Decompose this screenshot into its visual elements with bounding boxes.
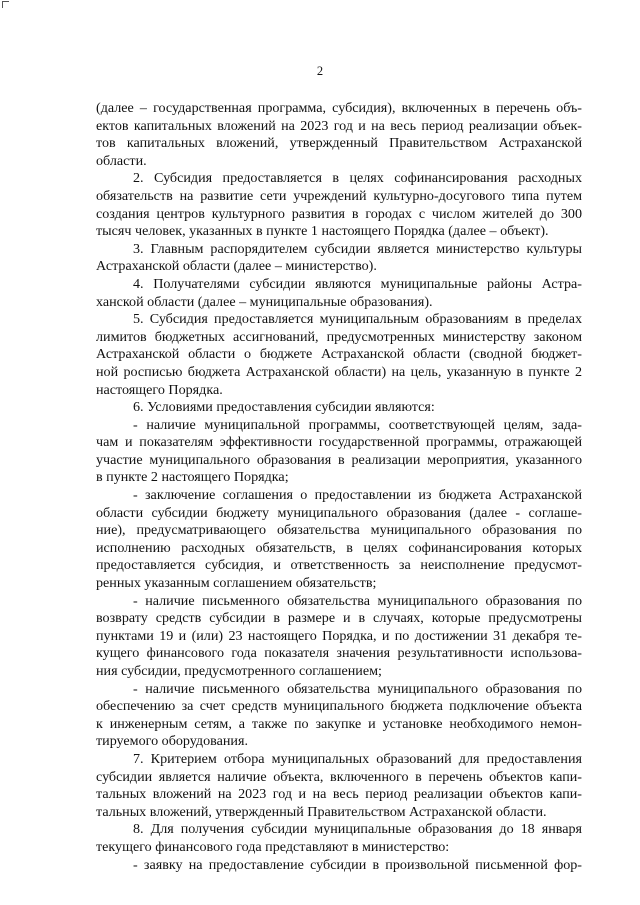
text-line: субсидии является наличие объекта, включенного в перечень объектов капи-	[96, 768, 582, 785]
text-line: обязательств на развитие сети учреждений культурно-досугового типа путем	[96, 187, 582, 204]
text-line: ектов капитальных вложений на 2023 год и на весь период реализации объек-	[96, 117, 582, 134]
text-line: ния субсидии, предусмотренного соглашением;	[96, 663, 382, 679]
text-line: ной росписью бюджета Астраханской области) на цель, указанную в пункте 2	[96, 363, 582, 380]
text-line: ренных указанным соглашением обязательств;	[96, 575, 377, 592]
text-line: 6. Условиями предоставления субсидии являются:	[133, 399, 435, 416]
text-line: тысяч человек, указанных в пункте 1 настоящего Порядка (далее – объект).	[96, 223, 549, 240]
scan-corner-mark	[2, 1, 9, 8]
text-line: ние), предусматривающего обязательства муниципального образования по	[96, 522, 582, 539]
text-line: к инженерным сетям, а также по закупке и установке необходимого немон-	[96, 715, 582, 732]
text-line: ханской области (далее – муниципальные образования).	[96, 293, 433, 310]
text-line: области субсидии бюджету муниципального образования (далее - соглаше-	[96, 504, 582, 521]
text-line: тальных вложений на 2023 год и на весь период реализации объектов капи-	[96, 786, 582, 803]
text-line: Астраханской области о бюджете Астраханской области (сводной бюджет-	[96, 346, 582, 363]
text-line: - наличие письменного обязательства муниципального образования по	[133, 680, 582, 697]
text-line: тируемого оборудования.	[96, 733, 248, 750]
text-line: настоящего Порядка.	[96, 381, 223, 398]
text-line: - заключение соглашения о предоставлении из бюджета Астраханской	[133, 487, 582, 504]
text-line: тальных вложений, утвержденный Правительством Астраханской области.	[96, 803, 547, 820]
text-line: 8. Для получения субсидии муниципальные образования до 18 января	[133, 821, 582, 838]
page-number: 2	[316, 64, 324, 78]
text-line: Астраханской области (далее – министерство).	[96, 258, 377, 275]
text-line: 2. Субсидия предоставляется в целях софинансирования расходных	[133, 170, 582, 187]
text-line: 5. Субсидия предоставляется муниципальным образованиям в пределах	[133, 311, 582, 328]
text-line: пунктами 19 и (или) 23 настоящего Порядка, и по достижении 31 декабря те-	[96, 627, 582, 644]
text-line: участие муниципального образования в реализации мероприятия, указанного	[96, 451, 582, 468]
text-line: возврату средств субсидии в размере и в случаях, которые предусмотрены	[96, 610, 582, 627]
text-line: чам и показателям эффективности государственной программы, отражающей	[96, 434, 582, 451]
text-line: - заявку на предоставление субсидии в произвольной письменной фор-	[133, 856, 582, 873]
text-line: - наличие муниципальной программы, соответствующей целям, зада-	[133, 416, 582, 433]
text-line: лимитов бюджетных ассигнований, предусмотренных министерству законом	[96, 328, 582, 345]
text-line: исполнению расходных обязательств, в целях софинансирования которых	[96, 539, 582, 556]
text-line: тов капитальных вложений, утвержденный Правительством Астраханской	[96, 135, 582, 152]
text-line: создания центров культурного развития в городах с числом жителей до 300	[96, 205, 582, 222]
text-line: текущего финансового года представляют в министерство:	[96, 838, 450, 855]
document-body-text	[96, 100, 582, 874]
text-line: области.	[96, 152, 147, 169]
text-line: обеспечению за счет средств муниципального бюджета подключение объекта	[96, 698, 582, 715]
text-line: кущего финансового года показателя значения результативности использова-	[96, 645, 582, 662]
text-line: 7. Критерием отбора муниципальных образований для предоставления	[133, 750, 582, 767]
text-line: в пункте 2 настоящего Порядка;	[96, 469, 289, 486]
text-line: 4. Получателями субсидии являются муниципальные районы Астра-	[133, 275, 582, 292]
text-line: (далее – государственная программа, субсидия), включенных в перечень объ-	[96, 100, 582, 116]
text-line: предоставляется субсидия, и ответственность за неисполнение предусмот-	[96, 557, 582, 574]
text-line: 3. Главным распорядителем субсидии является министерство культуры	[133, 240, 582, 257]
text-line: - наличие письменного обязательства муниципального образования по	[133, 592, 582, 609]
